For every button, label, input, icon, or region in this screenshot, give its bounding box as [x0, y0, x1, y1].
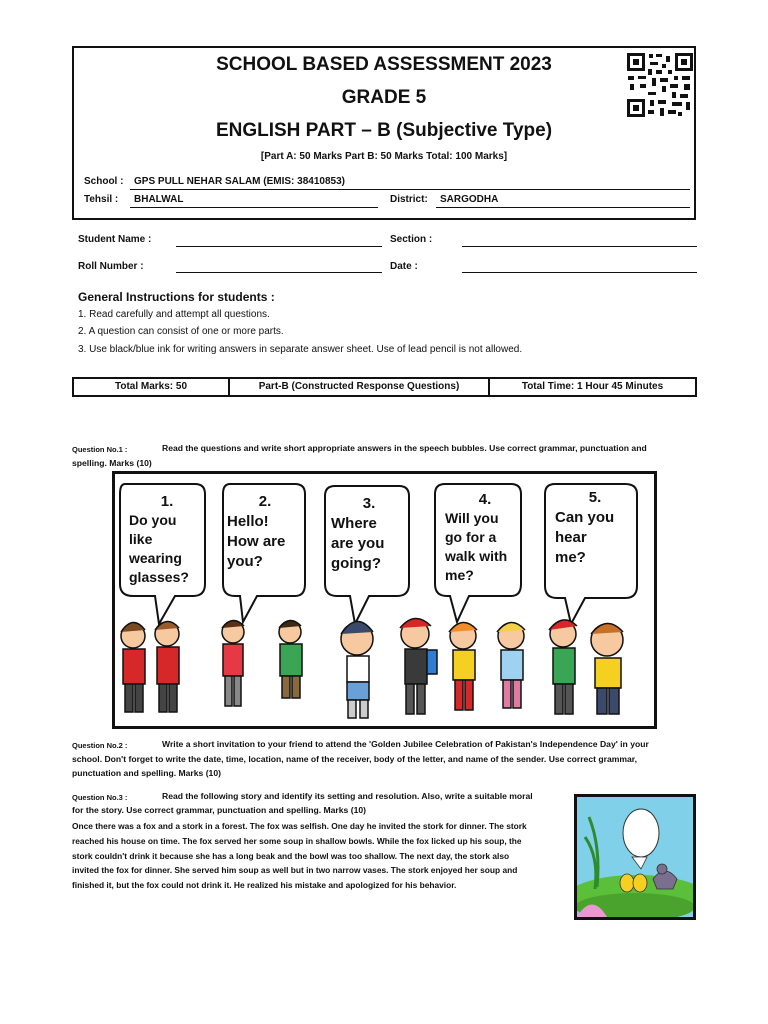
grade-title: GRADE 5 — [341, 87, 427, 108]
q1-text-cont: spelling. Marks (10) — [72, 458, 152, 468]
story-line: Once there was a fox and a stork in a forest. The fox was selfish. One day he invited the stork for dinner. The stork — [72, 821, 527, 831]
q2-text: Write a short invitation to your friend to attend the 'Golden Jubilee Celebration of Pakistan's Independence Day' in your — [162, 739, 649, 749]
roll-number-label: Roll Number : — [78, 261, 144, 272]
bubble-line: me? — [555, 549, 586, 566]
speech-bubbles-illustration — [112, 471, 657, 729]
roll-number-field[interactable] — [176, 272, 382, 273]
bubble-line: How are — [227, 533, 286, 550]
instruction-item: 1. Read carefully and attempt all questions. — [78, 309, 270, 320]
date-label: Date : — [390, 261, 418, 272]
story-line: reached his house on time. The fox served her some soup in shallow bowls. While the fox licked up his soup, the — [72, 836, 522, 846]
assessment-title: SCHOOL BASED ASSESSMENT 2023 — [216, 54, 552, 75]
subject-title: ENGLISH PART – B (Subjective Type) — [215, 120, 553, 141]
tehsil-label: Tehsil : — [84, 194, 119, 205]
story-line: invited the fox for dinner. She served him soup as well but in two narrow vases. The stork enjoyed her soup and — [72, 865, 518, 875]
school-label: School : — [84, 176, 124, 187]
bubble-line: Can you — [555, 509, 615, 526]
student-name-label: Student Name : — [78, 234, 152, 245]
story-line: stork couldn't drink it because she has a long beak and the bowl was too shallow. The next day, the stork also — [72, 851, 510, 861]
bubble-number: 1. — [160, 493, 174, 510]
bubble-line: going? — [331, 555, 381, 572]
bubble-line: Will you — [445, 510, 499, 526]
bubble-line: Where — [331, 515, 377, 532]
tehsil-underline — [130, 207, 378, 208]
q2-text-cont: punctuation and spelling. Marks (10) — [72, 768, 221, 778]
bubble-line: wearing — [129, 550, 182, 566]
bubble-line: Do you — [129, 512, 177, 528]
tehsil-value: BHALWAL — [134, 194, 184, 205]
q1-text: Read the questions and write short appropriate answers in the speech bubbles. Use correct grammar, punctuation and — [162, 443, 647, 453]
bubble-line: me? — [445, 567, 474, 583]
bubble-line: like — [129, 531, 153, 547]
q3-text-cont: for the story. Use correct grammar, punctuation and spelling. Marks (10) — [72, 805, 367, 815]
instruction-item: 2. A question can consist of one or more parts. — [78, 326, 284, 337]
date-field[interactable] — [462, 272, 697, 273]
bubble-line: Hello! — [227, 513, 269, 530]
qr-code-icon — [626, 52, 694, 118]
section-field[interactable] — [462, 246, 697, 247]
district-underline — [436, 207, 690, 208]
bubble-number: 5. — [588, 489, 602, 506]
district-label: District: — [390, 194, 428, 205]
q3-text: Read the following story and identify its setting and resolution. Also, write a suitable moral — [162, 791, 533, 801]
section-label: Section : — [390, 234, 433, 245]
bubble-number: 4. — [478, 491, 492, 508]
school-value: GPS PULL NEHAR SALAM (EMIS: 38410853) — [134, 176, 345, 187]
q1-label: Question No.1 : — [72, 445, 128, 454]
instruction-item: 3. Use black/blue ink for writing answers in separate answer sheet. Use of lead pencil is not allowed. — [78, 344, 523, 355]
instructions-heading: General Instructions for students : — [78, 290, 275, 304]
q3-label: Question No.3 : — [72, 793, 128, 802]
bubble-line: go for a — [445, 529, 497, 545]
total-marks: Total Marks: 50 — [74, 379, 230, 395]
bubble-line: glasses? — [129, 569, 189, 585]
school-underline — [130, 189, 690, 190]
q2-label: Question No.2 : — [72, 741, 128, 750]
bubble-line: hear — [555, 529, 587, 546]
bubble-number: 2. — [258, 493, 272, 510]
part-label: Part-B (Constructed Response Questions) — [230, 379, 490, 395]
fox-and-stork-illustration — [574, 794, 696, 920]
marks-note: [Part A: 50 Marks Part B: 50 Marks Total: 100 Marks] — [260, 151, 508, 162]
bubble-line: walk with — [445, 548, 508, 564]
bubble-line: are you — [331, 535, 385, 552]
student-name-field[interactable] — [176, 246, 382, 247]
district-value: SARGODHA — [440, 194, 499, 205]
q2-text-cont: school. Don't forget to write the date, time, location, name of the receiver, body of the letter, and name of the sender. Use correct grammar, — [72, 754, 638, 764]
bubble-number: 3. — [362, 495, 376, 512]
bubble-line: you? — [227, 553, 263, 570]
total-time: Total Time: 1 Hour 45 Minutes — [521, 381, 664, 392]
story-line: finished it, but the fox could not drink it. He realized his mistake and apologized for his behavior. — [72, 880, 457, 890]
marks-bar — [72, 377, 697, 397]
